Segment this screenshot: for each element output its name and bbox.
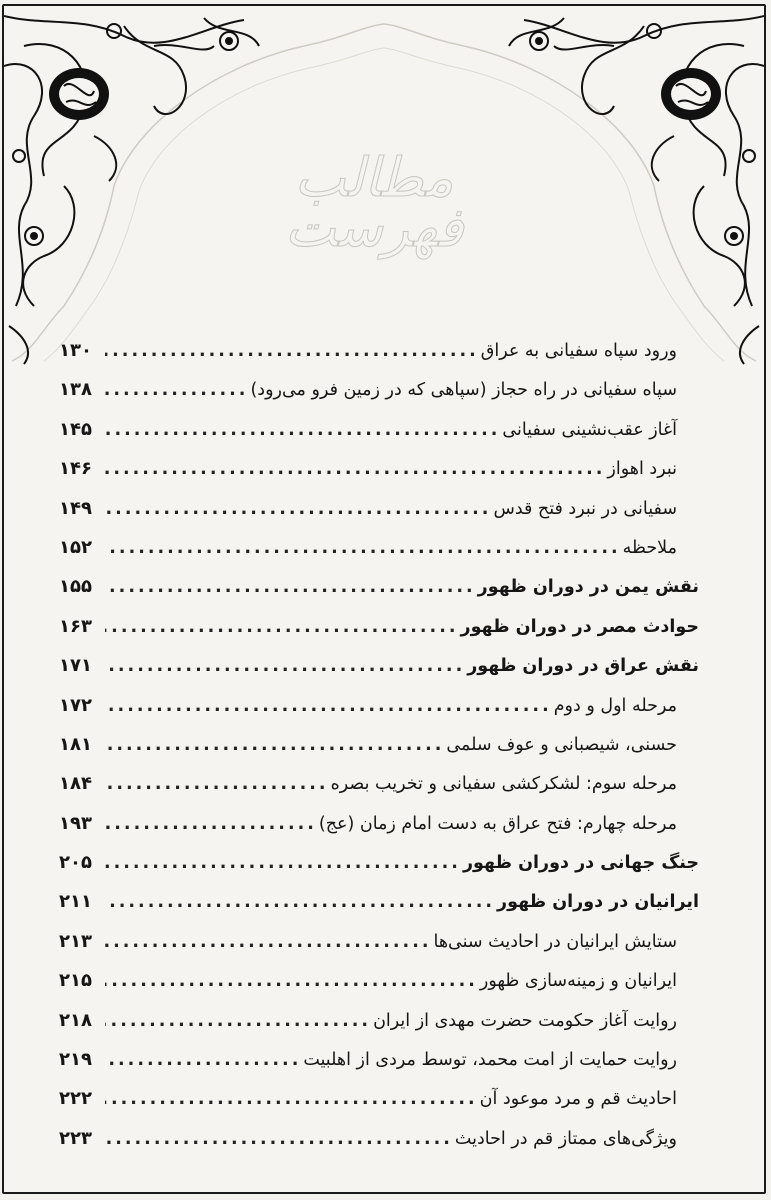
toc-entry-page-number: ۲۰۵ — [59, 852, 92, 874]
toc-leader-dots — [105, 923, 432, 962]
toc-entry — [59, 843, 699, 882]
toc-leader-dots — [105, 371, 248, 410]
toc-leader-dots — [105, 726, 444, 765]
toc-entry-title: احادیث قم و مرد موعود آن — [479, 1089, 677, 1110]
toc-entry-page-number: ۱۷۲ — [59, 694, 92, 716]
toc-entry-title: نقش یمن در دوران ظهور — [477, 577, 699, 598]
toc-entry — [59, 804, 699, 843]
toc-entry-title: ایرانیان در دوران ظهور — [497, 892, 699, 913]
watermark-line-1: مطالب — [294, 146, 454, 209]
toc-entry-title: مرحله سوم: لشکرکشی سفیانی و تخریب بصره — [330, 774, 677, 795]
toc-entry-title: نقش عراق در دوران ظهور — [467, 656, 699, 677]
toc-entry-page-number: ۱۴۵ — [59, 418, 92, 440]
toc-entry-title: حسنی، شیصبانی و عوف سلمی — [446, 734, 677, 755]
toc-entry-page-number: ۲۱۳ — [59, 930, 92, 952]
toc-entry — [59, 410, 699, 449]
toc-entry — [59, 607, 699, 646]
toc-entry — [59, 1040, 699, 1079]
toc-leader-dots — [105, 1002, 371, 1041]
toc-entry-page-number: ۲۱۱ — [59, 891, 92, 913]
toc-entry-title: سفیانی در نبرد فتح قدس — [493, 498, 677, 519]
toc-leader-dots — [105, 529, 621, 568]
table-of-contents — [59, 331, 699, 1158]
toc-leader-dots — [105, 647, 465, 686]
toc-entry — [59, 686, 699, 725]
toc-entry — [59, 922, 699, 961]
watermark-line-2: فهرست — [284, 196, 464, 259]
toc-leader-dots — [105, 844, 461, 883]
toc-leader-dots — [105, 450, 605, 489]
toc-entry — [59, 882, 699, 921]
left-rosette — [49, 68, 109, 120]
toc-entry-page-number: ۱۸۴ — [59, 773, 92, 795]
toc-entry-page-number: ۱۵۲ — [59, 536, 92, 558]
toc-entry-title: روایت آغاز حکومت حضرت مهدی از ایران — [373, 1010, 677, 1031]
toc-entry-title: حوادث مصر در دوران ظهور — [460, 616, 699, 637]
toc-entry — [59, 725, 699, 764]
toc-entry — [59, 489, 699, 528]
toc-leader-dots — [105, 568, 476, 607]
toc-entry-title: جنگ جهانی در دوران ظهور — [462, 853, 699, 874]
toc-entry — [59, 331, 699, 370]
toc-entry — [59, 449, 699, 488]
left-ornament — [4, 16, 259, 364]
toc-leader-dots — [105, 411, 500, 450]
toc-entry-title: ویژگی‌های ممتاز قم در احادیث — [454, 1128, 677, 1149]
toc-leader-dots — [105, 1120, 453, 1159]
toc-entry-page-number: ۲۲۳ — [59, 1127, 92, 1149]
toc-entry-page-number: ۲۱۵ — [59, 970, 92, 992]
right-rosette — [661, 68, 721, 120]
book-page — [2, 4, 766, 1194]
toc-entry-title: نبرد اهواز — [607, 459, 677, 480]
toc-entry — [59, 1119, 699, 1158]
toc-entry — [59, 1001, 699, 1040]
toc-leader-dots — [105, 1041, 301, 1080]
toc-entry — [59, 370, 699, 409]
toc-entry-title: روایت حمایت از امت محمد، توسط مردی از اهلبیت — [303, 1050, 677, 1071]
toc-entry-title: آغاز عقب‌نشینی سفیانی — [502, 419, 677, 440]
toc-entry-page-number: ۱۴۹ — [59, 497, 92, 519]
toc-leader-dots — [105, 883, 495, 922]
toc-entry-page-number: ۲۱۸ — [59, 1009, 92, 1031]
toc-entry-page-number: ۱۵۵ — [59, 576, 92, 598]
toc-entry-page-number: ۱۴۶ — [59, 458, 92, 480]
toc-entry-page-number: ۱۳۸ — [59, 379, 92, 401]
toc-entry — [59, 764, 699, 803]
right-ornament — [509, 16, 764, 364]
toc-entry-title: ورود سپاه سفیانی به عراق — [480, 341, 677, 361]
toc-entry-title: سپاه سفیانی در راه حجاز (سپاهی که در زمین فرو می‌رود) — [250, 380, 677, 401]
toc-entry-page-number: ۱۹۳ — [59, 812, 92, 834]
toc-entry-title: مرحله اول و دوم — [553, 695, 677, 716]
toc-leader-dots — [105, 687, 552, 726]
toc-entry — [59, 567, 699, 606]
toc-entry-title: ایرانیان و زمینه‌سازی ظهور — [479, 971, 677, 992]
toc-leader-dots — [105, 1080, 478, 1119]
toc-entry-title: ستایش ایرانیان در احادیث سنی‌ها — [433, 931, 677, 952]
toc-entry-page-number: ۱۳۰ — [59, 340, 92, 361]
toc-entry — [59, 646, 699, 685]
toc-leader-dots — [105, 490, 491, 529]
toc-entry-page-number: ۱۸۱ — [59, 733, 92, 755]
toc-leader-dots — [105, 765, 329, 804]
toc-entry — [59, 1079, 699, 1118]
watermark-title — [274, 146, 474, 261]
toc-leader-dots — [105, 805, 317, 844]
toc-entry — [59, 528, 699, 567]
toc-entry-page-number: ۲۱۹ — [59, 1049, 92, 1071]
toc-leader-dots — [105, 962, 478, 1001]
toc-entry-page-number: ۲۲۲ — [59, 1088, 92, 1110]
toc-entry-title: ملاحظه — [622, 537, 677, 558]
toc-entry-page-number: ۱۶۳ — [59, 615, 92, 637]
toc-entry-page-number: ۱۷۱ — [59, 655, 92, 677]
toc-entry-title: مرحله چهارم: فتح عراق به دست امام زمان (عج) — [318, 813, 677, 834]
toc-leader-dots — [105, 608, 459, 647]
toc-leader-dots — [105, 332, 479, 371]
toc-entry — [59, 961, 699, 1000]
